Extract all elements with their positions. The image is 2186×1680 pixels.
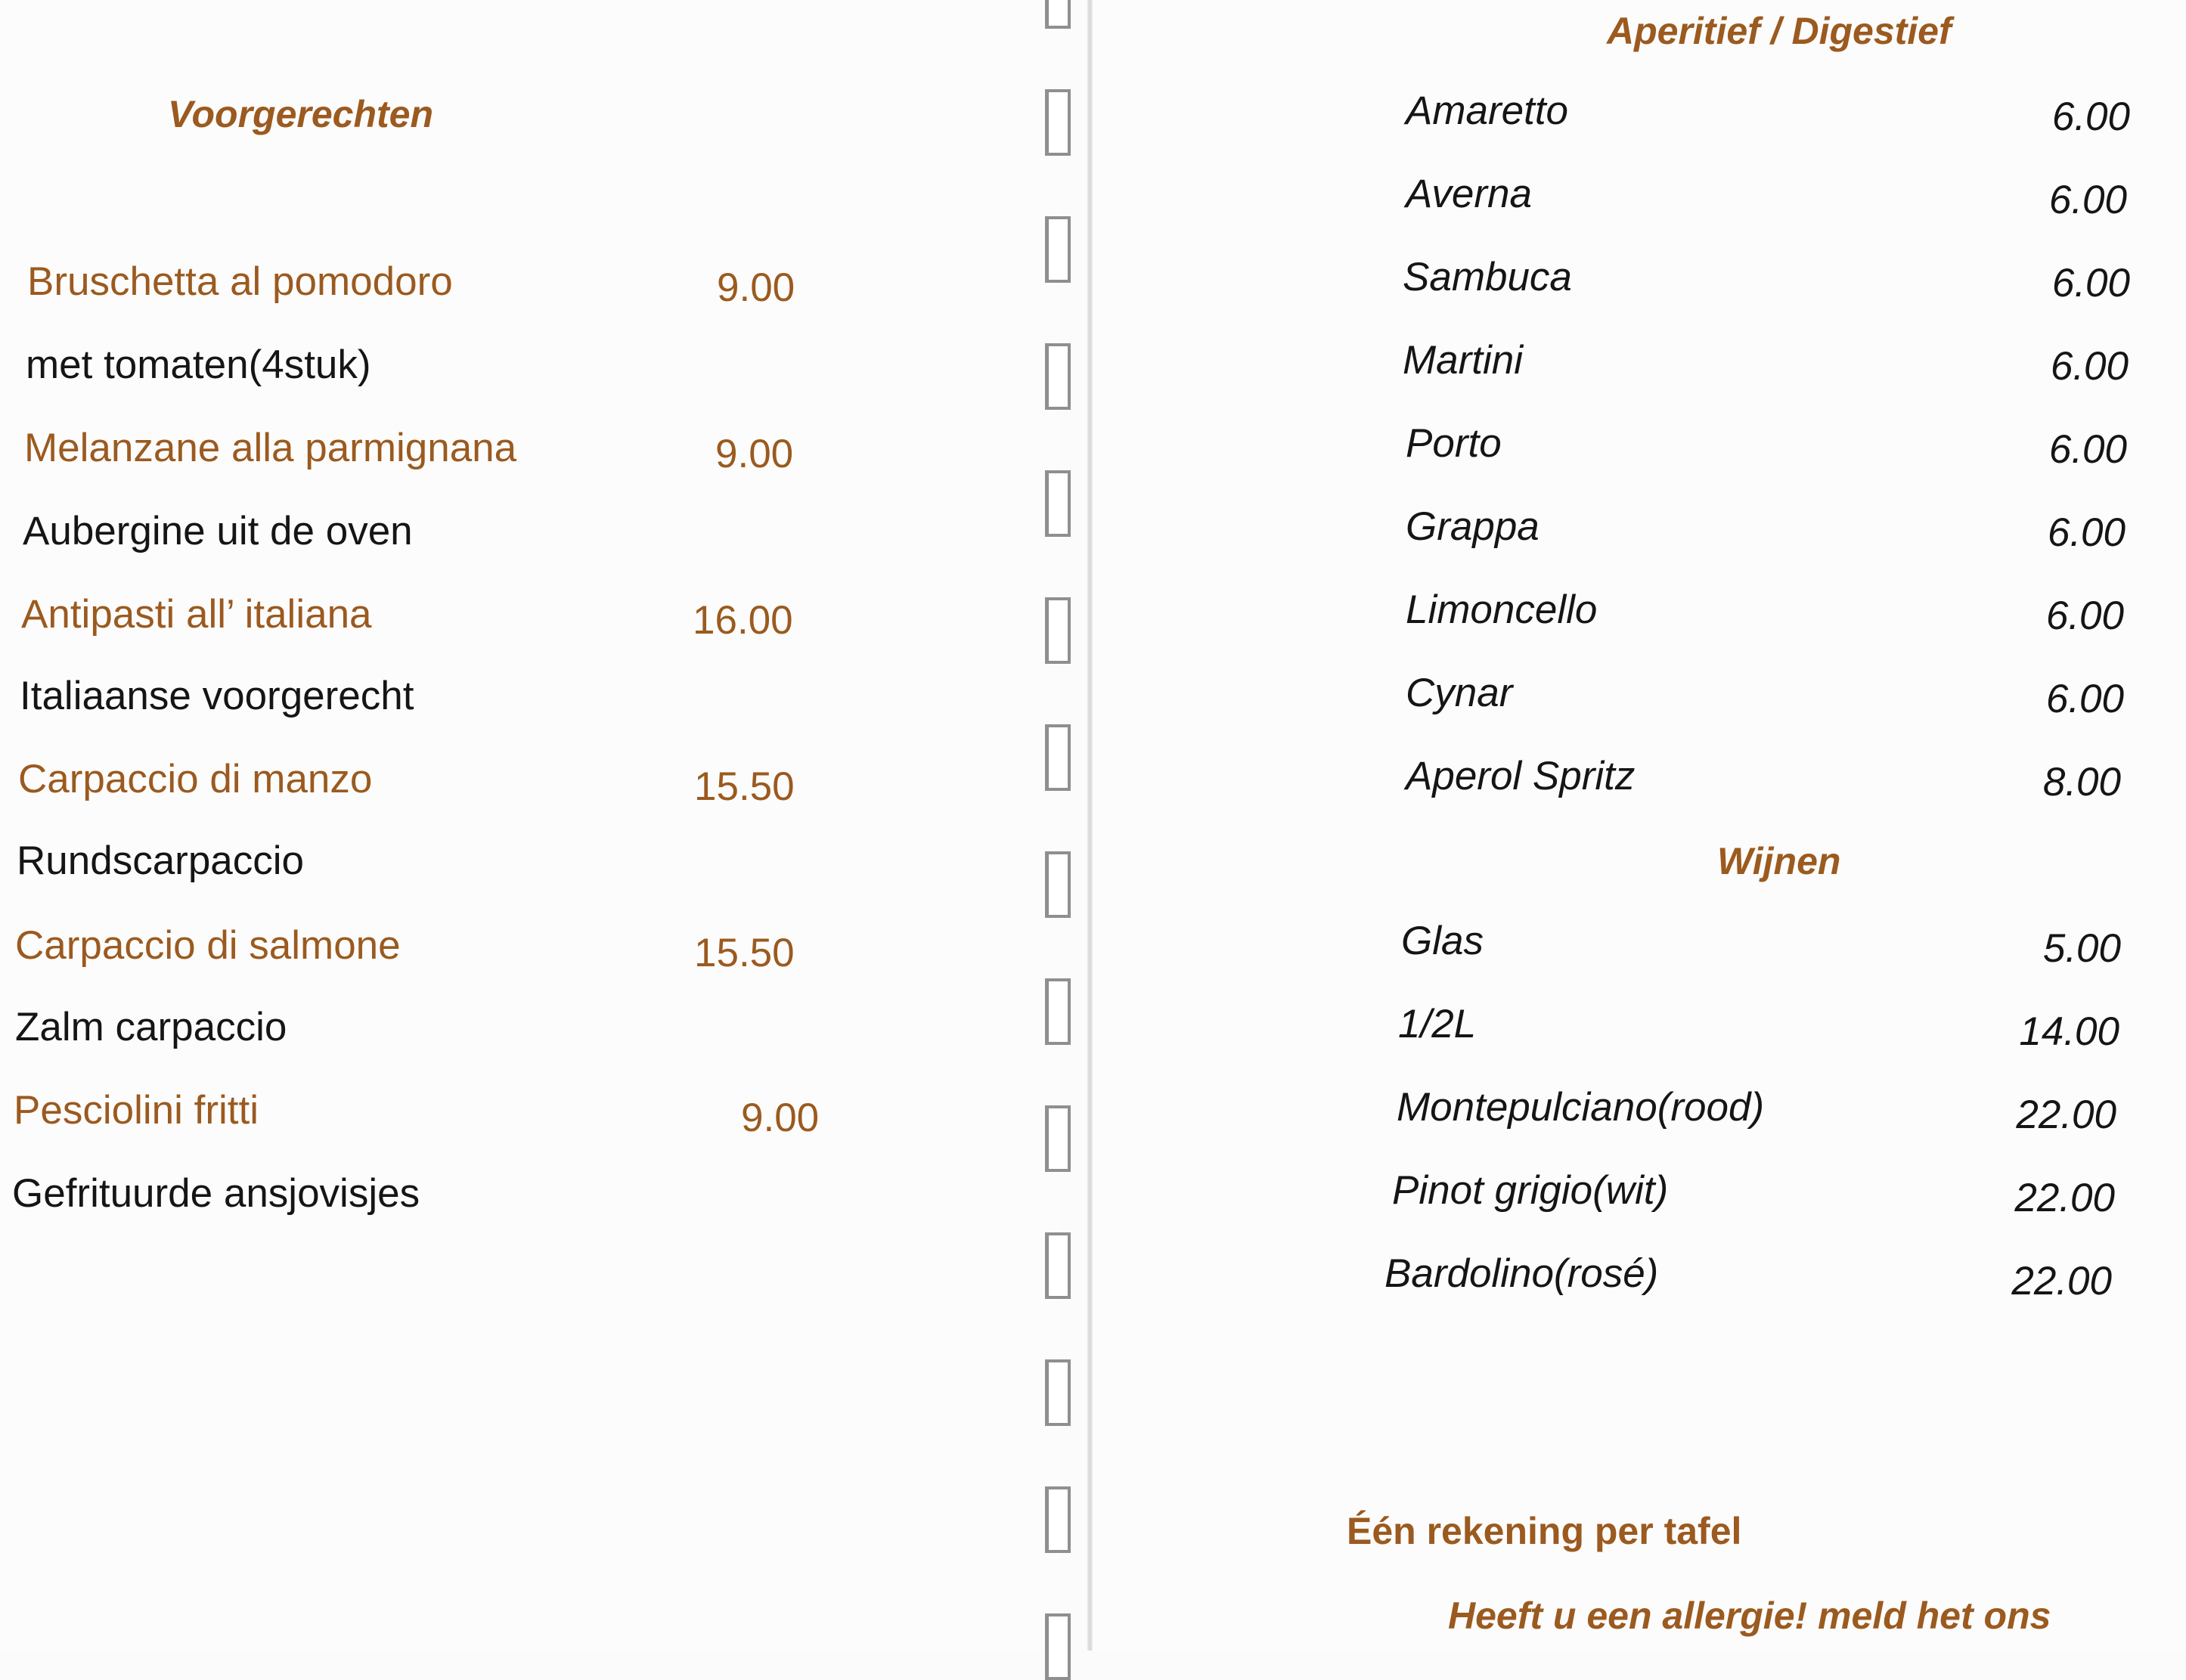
- binding-hole: [1045, 1232, 1071, 1299]
- drink-price: 6.00: [2048, 178, 2127, 222]
- dish-name: Bruschetta al pomodoro: [27, 259, 453, 304]
- drink-name: Glas: [1401, 919, 1484, 963]
- drink-price: 22.00: [2014, 1176, 2115, 1220]
- binding-hole: [1045, 724, 1071, 791]
- drink-name: Porto: [1406, 421, 1502, 466]
- bill-note: Één rekening per tafel: [1347, 1510, 1742, 1552]
- drink-price: 6.00: [2045, 677, 2124, 721]
- drink-name: Limoncello: [1406, 587, 1598, 632]
- dish-price: 9.00: [717, 265, 795, 310]
- dish-price: 15.50: [694, 764, 795, 809]
- drink-name: Sambuca: [1403, 255, 1572, 299]
- dish-description: met tomaten(4stuk): [26, 343, 371, 387]
- drink-name: 1/2L: [1398, 1002, 1477, 1046]
- binding-hole: [1045, 851, 1071, 918]
- dish-price: 15.50: [694, 931, 795, 975]
- dish-price: 16.00: [693, 598, 793, 643]
- dish-name: Carpaccio di manzo: [18, 757, 373, 801]
- dish-price: 9.00: [715, 432, 794, 476]
- dish-name: Pesciolini fritti: [14, 1088, 259, 1133]
- drink-price: 6.00: [2048, 427, 2127, 472]
- binding-hole: [1045, 89, 1071, 156]
- drink-price: 22.00: [2016, 1093, 2116, 1137]
- drink-name: Bardolino(rosé): [1384, 1251, 1659, 1296]
- left-page: [0, 0, 1059, 1651]
- page-fold: [1087, 0, 1093, 1651]
- dish-name: Antipasti all’ italiana: [21, 592, 372, 637]
- binding-hole: [1045, 470, 1071, 537]
- drink-name: Amaretto: [1406, 88, 1569, 133]
- drink-price: 8.00: [2042, 760, 2121, 804]
- binding-hole: [1045, 0, 1071, 29]
- allergy-note: Heeft u een allergie! meld het ons: [1448, 1595, 2051, 1637]
- drink-price: 6.00: [2047, 510, 2126, 555]
- drink-name: Averna: [1406, 172, 1532, 216]
- binding-hole: [1045, 1613, 1071, 1680]
- aperitif-heading: Aperitief / Digestief: [1607, 10, 1952, 52]
- drink-price: 6.00: [2051, 95, 2130, 139]
- binding-hole: [1045, 978, 1071, 1045]
- right-page: [1093, 0, 2186, 1651]
- binding-hole: [1045, 216, 1071, 283]
- drink-price: 6.00: [2051, 261, 2130, 305]
- drink-name: Montepulciano(rood): [1397, 1085, 1765, 1130]
- dish-description: Italiaanse voorgerecht: [20, 674, 414, 718]
- binding-hole: [1045, 1486, 1071, 1553]
- dish-description: Gefrituurde ansjovisjes: [12, 1171, 420, 1216]
- dish-name: Carpaccio di salmone: [15, 923, 401, 968]
- dish-description: Zalm carpaccio: [15, 1005, 287, 1049]
- drink-name: Cynar: [1406, 671, 1513, 715]
- binding-hole: [1045, 597, 1071, 664]
- drink-price: 6.00: [2045, 594, 2124, 638]
- binding-hole: [1045, 1105, 1071, 1172]
- starters-heading: Voorgerechten: [168, 93, 434, 135]
- drink-price: 5.00: [2042, 926, 2121, 971]
- drink-price: 14.00: [2019, 1009, 2119, 1054]
- binding-hole: [1045, 1359, 1071, 1426]
- wines-heading: Wijnen: [1717, 840, 1841, 882]
- dish-description: Rundscarpaccio: [17, 838, 305, 883]
- drink-name: Martini: [1403, 338, 1524, 383]
- drink-price: 22.00: [2011, 1259, 2112, 1303]
- dish-name: Melanzane alla parmignana: [24, 426, 517, 470]
- drink-name: Pinot grigio(wit): [1392, 1168, 1669, 1213]
- drink-name: Aperol Spritz: [1406, 754, 1636, 798]
- drink-name: Grappa: [1406, 504, 1540, 549]
- binding-hole: [1045, 343, 1071, 410]
- drink-price: 6.00: [2050, 344, 2129, 389]
- dish-description: Aubergine uit de oven: [23, 509, 413, 553]
- dish-price: 9.00: [741, 1096, 820, 1140]
